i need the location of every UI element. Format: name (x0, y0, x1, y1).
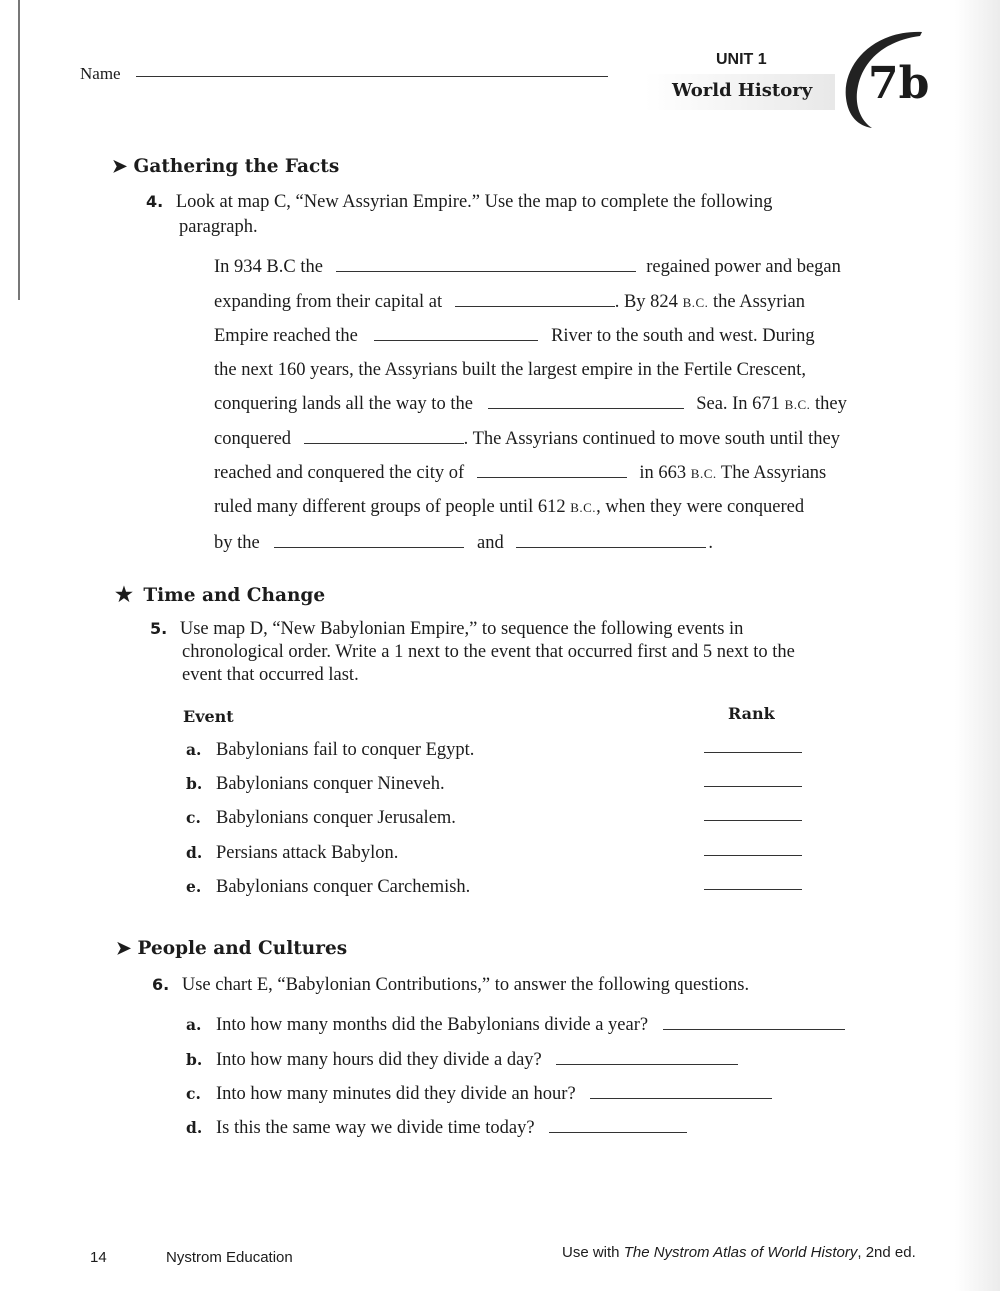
section-gathering-title: Gathering the Facts (133, 156, 340, 177)
question-4-line-2: paragraph. (179, 217, 258, 237)
para-line-3: Empire reached the River to the south and west. During (214, 326, 815, 346)
para-line-6: conquered . The Assyrians continued to move south until they (214, 429, 840, 449)
answer-blank[interactable] (556, 1063, 738, 1065)
answer-blank[interactable] (590, 1097, 772, 1099)
para-line-1: In 934 B.C the regained power and began (214, 257, 841, 277)
blank-conqueror-2[interactable] (516, 546, 706, 548)
use-with-note: Use with The Nystrom Atlas of World History, 2nd ed. (562, 1244, 916, 1261)
question-5-line-3: event that occurred last. (182, 665, 359, 685)
para-line-9: by the and . (214, 533, 713, 553)
page-number: 14 (90, 1249, 107, 1266)
event-row: c. Babylonians conquer Jerusalem. (186, 808, 456, 828)
sub-question: a. Into how many months did the Babylonians divide a year? (186, 1015, 845, 1036)
rank-input[interactable] (704, 889, 802, 890)
question-4-line-1: 4. Look at map C, “New Assyrian Empire.” Use the map to complete the following (146, 192, 773, 212)
rank-input[interactable] (704, 752, 802, 753)
star-icon: ★ (115, 582, 133, 606)
section-time-heading (115, 582, 325, 606)
sheet-number: 7b (868, 58, 930, 109)
unit-label: UNIT 1 (716, 51, 767, 68)
scan-edge (955, 0, 1000, 1291)
unit-title: World History (672, 80, 813, 101)
question-number: 6. (152, 975, 170, 994)
question-5-line-1: 5. Use map D, “New Babylonian Empire,” to sequence the following events in (150, 619, 744, 639)
event-row: e. Babylonians conquer Carchemish. (186, 877, 471, 897)
para-line-7: reached and conquered the city of in 663 B.C. The Assyrians (214, 463, 827, 483)
arrow-icon: ➤ (112, 156, 128, 177)
rank-input[interactable] (704, 820, 802, 821)
question-number: 4. (146, 192, 164, 211)
question-number: 5. (150, 619, 168, 638)
sub-question: c. Into how many minutes did they divide an hour? (186, 1084, 772, 1105)
blank-conqueror-1[interactable] (274, 546, 464, 548)
blank-sea[interactable] (488, 407, 684, 409)
blank-city[interactable] (477, 476, 627, 478)
para-line-8: ruled many different groups of people until 612 B.C., when they were conquered (214, 497, 805, 517)
event-row: a. Babylonians fail to conquer Egypt. (186, 740, 475, 760)
para-line-2: expanding from their capital at . By 824 B.C. the Assyrian (214, 292, 806, 312)
para-line-5: conquering lands all the way to the Sea. In 671 B.C. they (214, 394, 847, 414)
name-field[interactable] (136, 76, 608, 77)
event-row: d. Persians attack Babylon. (186, 843, 399, 863)
section-gathering-heading (112, 156, 339, 177)
event-row: b. Babylonians conquer Nineveh. (186, 774, 445, 794)
sub-question: d. Is this the same way we divide time today? (186, 1118, 687, 1139)
page-edge-line (18, 0, 20, 300)
section-people-heading (116, 938, 347, 959)
blank-assyrians[interactable] (336, 270, 636, 272)
para-line-4: the next 160 years, the Assyrians built the largest empire in the Fertile Crescent, (214, 360, 807, 380)
answer-blank[interactable] (663, 1028, 845, 1030)
column-header-rank: Rank (728, 704, 775, 723)
blank-river[interactable] (374, 339, 538, 341)
question-5-line-2: chronological order. Write a 1 next to the event that occurred first and 5 next to the (182, 642, 795, 662)
publisher: Nystrom Education (166, 1249, 293, 1266)
name-label: Name (80, 64, 121, 83)
book-title: The Nystrom Atlas of World History (623, 1244, 858, 1261)
arrow-icon: ➤ (116, 938, 132, 959)
section-time-title: Time and Change (143, 585, 326, 606)
blank-conquered[interactable] (304, 442, 464, 444)
answer-blank[interactable] (549, 1131, 687, 1133)
question-6-line: 6. Use chart E, “Babylonian Contributions,” to answer the following questions. (152, 975, 750, 995)
sub-question: b. Into how many hours did they divide a day? (186, 1050, 738, 1071)
blank-capital[interactable] (455, 305, 615, 307)
rank-input[interactable] (704, 855, 802, 856)
rank-input[interactable] (704, 786, 802, 787)
column-header-event: Event (183, 707, 234, 726)
section-people-title: People and Cultures (137, 938, 348, 959)
